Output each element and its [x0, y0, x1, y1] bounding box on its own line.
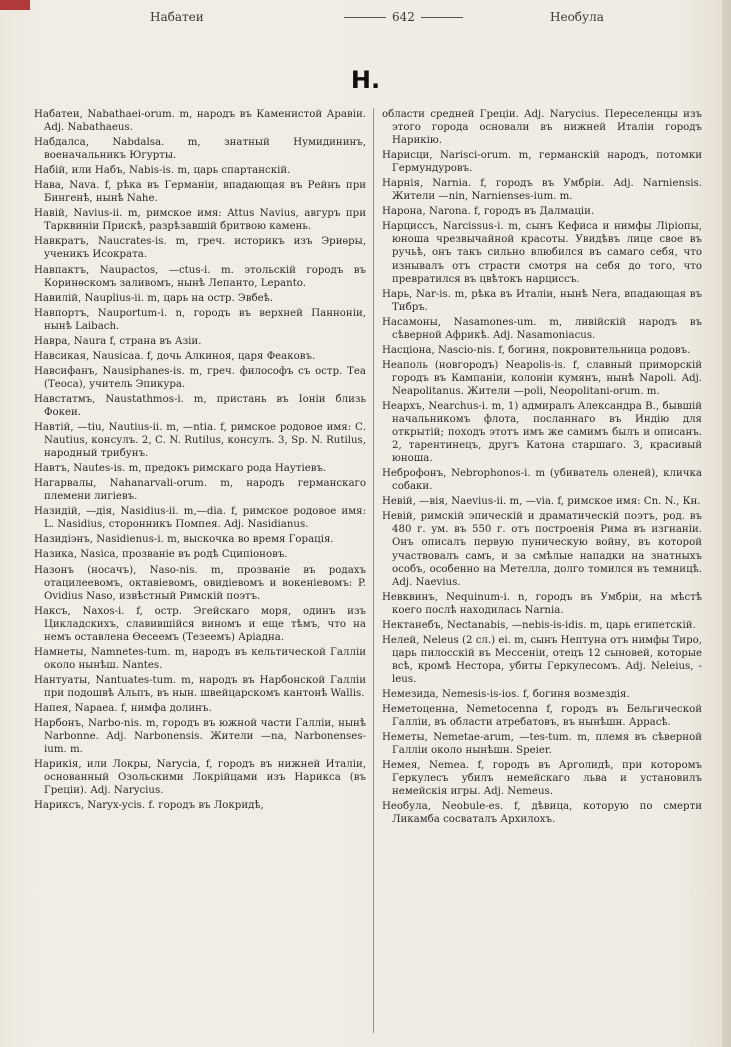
header-dash-right: [421, 17, 463, 18]
dictionary-entry: Нектанебъ, Nectanabis, —nebis-is-idis. m, царь египетскій.: [382, 619, 696, 631]
dictionary-entry: Неброфонъ, Nebrophonos-i. m (убиватель оленей), кличка собаки.: [382, 468, 702, 493]
page-number-header: [338, 10, 469, 24]
dictionary-entry: Нарбонъ, Narbo-nis. m, городъ въ южной части Галліи, нынѣ Narbonne. Adj. Narbonensis. Жители —na, Narbonenses-ium. m.: [34, 718, 366, 756]
dictionary-entry: Насціона, Nascio-nis. f, богиня, покровительница родовъ.: [382, 344, 691, 356]
dictionary-entry: Набій, или Набъ, Nabis-is. m, царь спартанскій.: [34, 165, 291, 177]
dictionary-entry: Назидіэнъ, Nasidienus-i. m, выскочка во время Горація.: [34, 534, 334, 546]
dictionary-entry: Невій, римскій эпическій и драматическій поэтъ, род. въ 480 г. ум. въ 550 г. отъ построенія Рима въ изгнаніи. Онъ описалъ первую пуническую войну, въ которой участвовалъ самъ, и за смѣлые нападки на знатныхъ особъ, особенно на Метелла, долго томился въ темницѣ. Adj. Naevius.: [382, 511, 702, 588]
running-header-left: Набатеи: [150, 10, 204, 24]
dictionary-entry: Назонъ (носачъ), Naso-nis. m, прозваніе въ родахъ отацилеевомъ, октавіевомъ, овидіевомъ и вокеніевомъ: P. Ovidius Naso, извѣстный Римскій поэтъ.: [34, 564, 366, 602]
dictionary-entry: Нарнія, Narnia. f, городъ въ Умбріи. Adj. Narniensis. Жители —nin, Narnienses-ium. m.: [382, 178, 702, 203]
dictionary-entry: Нагарвалы, Nahanarvali-orum. m, народъ германскаго племени лигіевъ.: [34, 478, 366, 503]
dictionary-entry: Нарона, Narona. f, городъ въ Далмаціи.: [382, 206, 595, 218]
dictionary-entry: Навилій, Nauplius-ii. m, царь на остр. Эвбеѣ.: [34, 292, 274, 304]
dictionary-entry: Нарь, Nar-is. m, рѣка въ Италіи, нынѣ Nera, впадающая въ Тибръ.: [382, 288, 702, 313]
dictionary-entry: Назика, Nasica, прозваніе въ родѣ Сципіоновъ.: [34, 549, 288, 561]
dictionary-entry: Набдалса, Nabdalsa. m, знатный Нумидининъ, военачальникъ Югурты.: [34, 137, 366, 162]
dictionary-entry: Нелей, Neleus (2 сл.) ei. m, сынъ Нептуна отъ нимфы Тиро, царь пилосскій въ Мессеніи, отецъ 12 сыновей, которые всѣ, кромѣ Нестора, убиты Геркулесомъ. Adj. Neleius, -leus.: [382, 634, 702, 685]
dictionary-entry: Навтъ, Nautes-is. m, предокъ римскаго рода Наутіевъ.: [34, 463, 327, 475]
dictionary-entry: Назидій, —дія, Nasidius-ii. m,—dia. f, римское родовое имя: L. Nasidius, сторонникъ Помпея. Adj. Nasidianus.: [34, 506, 366, 531]
running-header-right: Необула: [550, 10, 604, 24]
red-tab-mark: [0, 0, 30, 10]
dictionary-entry: Наксъ, Naxos-i. f, остр. Эгейскаго моря, одинъ изъ Цикладскихъ, славившійся виномъ и еще тѣмъ, что на немъ оставлена Ѳесеемъ (Тезеемъ) Аріадна.: [34, 605, 366, 643]
dictionary-entry: Немея, Nemea. f, городъ въ Арголидѣ, при которомъ Геркулесъ убилъ немейскаго льва и установилъ немейскія игры. Adj. Nemeus.: [382, 760, 702, 798]
dictionary-entry: Нантуаты, Nantuates-tum. m, народъ въ Нарбонской Галліи при подошвѣ Альпъ, въ нын. швейцарскомъ кантонѣ Wallis.: [34, 674, 366, 699]
dictionary-entry: Навстатмъ, Naustathmos-i. m, пристань въ Іоніи близь Фокеи.: [34, 393, 366, 418]
dictionary-entry: Неархъ, Nearchus-i. m, 1) адмиралъ Александра В., бывшій начальникомъ флота, посланнаго въ Индію для открытій; походъ этотъ имъ же самимъ былъ и описанъ. 2, тарентинецъ, другъ Катона старшаго. 3, красивый юноша.: [382, 400, 702, 465]
dictionary-entry: Навра, Naura f, страна въ Азіи.: [34, 335, 202, 347]
right-column: [382, 108, 702, 828]
dictionary-entry: Неметоценна, Nemetocenna f, городъ въ Бельгической Галліи, въ области атребатовъ, въ нынѣшн. Аррасѣ.: [382, 704, 702, 729]
dictionary-entry: Нава, Nava. f, рѣка въ Германіи, впадающая въ Рейнъ при Бингенѣ, нынѣ Nahe.: [34, 180, 366, 205]
page-number: 642: [392, 10, 415, 24]
section-letter: Н.: [350, 66, 381, 94]
column-divider: [373, 108, 374, 1033]
dictionary-entry: Навій, Navius-ii. m, римское имя: Attus Navius, авгуръ при Тарквиніи Прискѣ, разрѣзавшій бритвою камень.: [34, 208, 366, 233]
dictionary-entry: Неметы, Nemetae-arum, —tes-tum. m, племя въ сѣверной Галліи около нынѣшн. Speier.: [382, 732, 702, 757]
dictionary-entry: Навтій, —tiu, Nautius-ii. m, —ntia. f, римское родовое имя: С. Nautius, консулъ. 2, С. N. Rutilus, консулъ. 3, Sp. N. Rutilus, народный трибунъ.: [34, 422, 366, 460]
dictionary-entry: Нарциссъ, Narcissus-i. m, сынъ Кефиса и нимфы Ліріопы, юноша чрезвычайной красоты. Увидѣвъ лице свое въ ручьѣ, онъ такъ сильно влюбился въ самаго себя, что изнывалъ отъ страсти смотря на себя до того, что превратился въ цвѣтокъ нарциссъ.: [382, 221, 702, 285]
page-edge: [722, 0, 731, 1047]
dictionary-entry: Невій, —вія, Naevius-ii. m, —via. f, римское имя: Cn. N., Кн.: [382, 496, 701, 508]
header-dash-left: [344, 17, 386, 18]
dictionary-entry: Необула, Neobule-es. f, дѣвица, которую по смерти Ликамба сосваталъ Архилохъ.: [382, 801, 702, 826]
dictionary-entry: Напея, Napaea. f, нимфа долинъ.: [34, 702, 212, 714]
dictionary-entry: Нариксъ, Naryx-ycis. f. городъ въ Локридѣ,: [34, 800, 264, 812]
dictionary-entry: Навсифанъ, Nausiphanes-is. m, греч. философъ съ остр. Теа (Теоса), учитель Эпикура.: [34, 365, 366, 390]
dictionary-entry: Нарисци, Narisci-orum. m, германскій народъ, потомки Гермундуровъ.: [382, 150, 702, 175]
dictionary-entry: Нарикія, или Локры, Narycia, f, городъ въ нижней Италіи, основанный Озольскими Локрійцами изъ Нарикса (въ Греціи). Adj. Narycius.: [34, 759, 366, 797]
dictionary-entry: Навпактъ, Naupactos, —ctus-i. m. этольскій городъ въ Коринѳскомъ заливомъ, нынѣ Лепанто, Lepanto.: [34, 264, 366, 289]
dictionary-entry: Насамоны, Nasamones-um. m, ливійскій народъ въ сѣверной Африкѣ. Adj. Nasamoniacus.: [382, 316, 702, 341]
dictionary-entry: Невквинъ, Nequinum-i. n, городъ въ Умбріи, на мѣстѣ коего послѣ находилась Narnia.: [382, 591, 702, 616]
dictionary-entry: Навсикая, Nausicaa. f, дочь Алкиноя, царя Феаковъ.: [34, 350, 316, 362]
dictionary-entry: Намнеты, Namnetes-tum. m, народъ въ кельтической Галліи около нынѣш. Nantes.: [34, 646, 366, 671]
left-column: [34, 108, 366, 814]
dictionary-entry: Немезида, Nemesis-is-ios. f, богиня возмездія.: [382, 688, 630, 700]
dictionary-entry: Неаполь (новгородъ) Neapolis-is. f, славный приморскій городъ въ Кампаніи, колоніи кумянъ, нынѣ Napoli. Adj. Neapolitanus. Жители —poli, Neopolitani-orum. m.: [382, 359, 702, 397]
dictionary-entry: Навпортъ, Nauportum-i. n, городъ въ верхней Панноніи, нынѣ Laibach.: [34, 307, 366, 332]
dictionary-entry: области средней Греціи. Adj. Narycius. Переселенцы изъ этого города основали въ нижней Италіи городъ Нарикію.: [382, 109, 702, 147]
dictionary-entry: Навкратъ, Naucrates-is. m, греч. историкъ изъ Эриѳры, ученикъ Исократа.: [34, 236, 366, 261]
dictionary-entry: Набатеи, Nabathaei-orum. m, народъ въ Каменистой Аравіи. Adj. Nabathaeus.: [34, 109, 366, 134]
